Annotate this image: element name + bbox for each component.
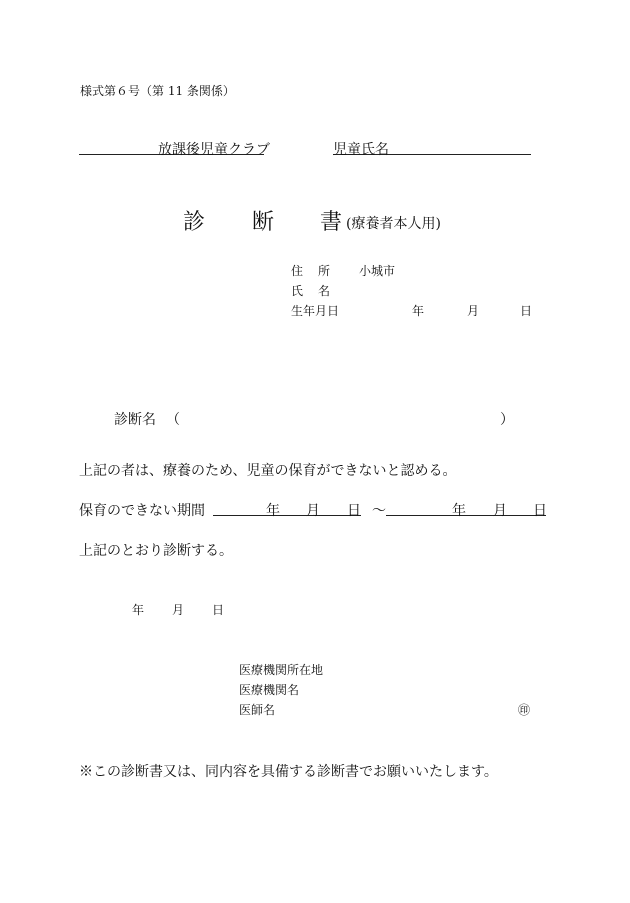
dob-label: 生年月日: [291, 304, 340, 318]
dob-day: 日: [520, 304, 533, 318]
certify-text: 上記のとおり診断する。: [79, 543, 233, 559]
dob-year: 年: [412, 304, 425, 318]
period-end-year: 年: [452, 503, 466, 519]
footnote-text: ※この診断書又は、同内容を具備する診断書でお願いいたします。: [79, 764, 498, 780]
address-label-1: 住: [291, 264, 304, 278]
date-year: 年: [132, 603, 145, 617]
child-name-label: 児童氏名: [333, 142, 389, 158]
title-char-1: 診: [183, 210, 206, 235]
name-label-1: 氏: [291, 284, 304, 298]
dob-month: 月: [467, 304, 480, 318]
period-end-day: 日: [533, 503, 547, 519]
club-label: 放課後児童クラブ: [158, 142, 270, 158]
date-month: 月: [172, 603, 185, 617]
period-tilde: ～: [372, 503, 386, 519]
address-label-2: 所: [318, 264, 331, 278]
period-start-year: 年: [266, 503, 280, 519]
diagnosis-label: 診断名: [114, 412, 156, 428]
doctor-name-label: 医師名: [239, 703, 276, 717]
address-value: 小城市: [359, 264, 396, 278]
period-start-month: 月: [306, 503, 320, 519]
title-char-2: 断: [252, 210, 275, 235]
form-number: 様式第６号（第 11 条関係）: [80, 84, 235, 98]
period-start-day: 日: [347, 503, 361, 519]
name-label-2: 名: [318, 284, 331, 298]
institution-address-label: 医療機関所在地: [239, 663, 324, 677]
period-end-underline: [386, 515, 546, 516]
period-label: 保育のできない期間: [79, 503, 205, 519]
period-start-underline: [213, 515, 361, 516]
date-day: 日: [212, 603, 225, 617]
title-subtitle: (療養者本人用): [346, 216, 441, 232]
period-end-month: 月: [493, 503, 507, 519]
seal-mark: ㊞: [518, 703, 531, 717]
diagnosis-open-paren: （: [166, 412, 180, 428]
diagnosis-close-paren: ）: [500, 412, 514, 428]
title-char-3: 書: [320, 210, 343, 235]
statement-text: 上記の者は、療養のため、児童の保育ができないと認める。: [79, 463, 457, 479]
institution-name-label: 医療機関名: [239, 683, 300, 697]
